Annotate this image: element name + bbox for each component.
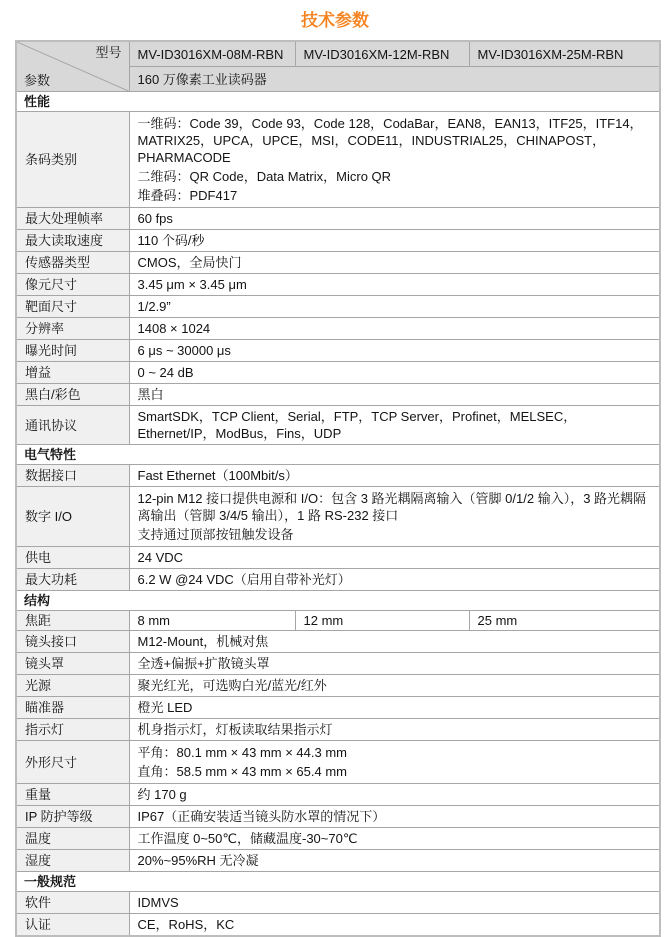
page-title: 技术参数 — [301, 11, 369, 30]
model-header-cell: MV-ID3016XM-25M-RBN — [469, 41, 660, 67]
spec-value-cell — [129, 230, 660, 252]
spec-label-cell: 通讯协议 — [16, 406, 129, 445]
table-row — [16, 741, 660, 784]
spec-value-line: 橙光 LED — [137, 700, 193, 715]
spec-value-line: 全透+偏振+扩散镜头罩 — [137, 656, 270, 671]
spec-value-cell — [129, 406, 660, 445]
corner-cell — [16, 41, 129, 92]
spec-value-cell — [129, 465, 660, 487]
table-row — [16, 208, 660, 230]
spec-value-line: 平角：80.1 mm × 43 mm × 44.3 mm — [137, 745, 348, 760]
spec-value-cell — [129, 892, 660, 914]
spec-label-cell: 供电 — [16, 547, 129, 569]
spec-value-line: 直角：58.5 mm × 43 mm × 65.4 mm — [137, 764, 348, 779]
spec-value-line: 支持通过顶部按钮触发设备 — [137, 527, 294, 542]
table-row — [16, 340, 660, 362]
section-row — [16, 591, 660, 611]
spec-value-line: 110 个码/秒 — [137, 233, 205, 248]
focal-length-cell: 25 mm — [469, 611, 660, 631]
section-row — [16, 872, 660, 892]
table-row — [16, 806, 660, 828]
table-row — [16, 487, 660, 547]
spec-value-line: IP67（正确安装适当镜头防水罩的情况下） — [137, 809, 386, 824]
spec-value-cell — [129, 653, 660, 675]
spec-label-cell: IP 防护等级 — [16, 806, 129, 828]
spec-value-line: 1/2.9” — [137, 299, 171, 314]
spec-value-line: 堆叠码：PDF417 — [137, 188, 238, 203]
spec-value-cell — [129, 631, 660, 653]
spec-label-cell: 温度 — [16, 828, 129, 850]
table-row — [16, 653, 660, 675]
spec-value-cell — [129, 208, 660, 230]
spec-label-cell: 分辨率 — [16, 318, 129, 340]
spec-value-cell — [129, 274, 660, 296]
spec-label-cell: 外形尺寸 — [16, 741, 129, 784]
table-row — [16, 362, 660, 384]
spec-value-cell — [129, 675, 660, 697]
spec-label-cell: 靶面尺寸 — [16, 296, 129, 318]
table-row — [16, 547, 660, 569]
spec-table — [15, 40, 661, 937]
table-row — [16, 296, 660, 318]
section-heading: 性能 — [16, 92, 660, 112]
table-row — [16, 406, 660, 445]
spec-value-line: 黑白 — [137, 387, 164, 402]
spec-value-cell — [129, 697, 660, 719]
spec-label-cell: 条码类别 — [16, 112, 129, 208]
spec-value-cell — [129, 384, 660, 406]
table-row — [16, 784, 660, 806]
spec-label-cell: 湿度 — [16, 850, 129, 872]
spec-value-line: 24 VDC — [137, 550, 184, 565]
corner-label-model: 型号 — [95, 45, 122, 60]
spec-value-line: Fast Ethernet（100Mbit/s） — [137, 468, 298, 483]
section-row — [16, 92, 660, 112]
spec-label-cell: 增益 — [16, 362, 129, 384]
spec-label-cell: 重量 — [16, 784, 129, 806]
table-row — [16, 274, 660, 296]
table-row — [16, 611, 660, 631]
spec-value-line: 1408 × 1024 — [137, 321, 211, 336]
spec-value-line: IDMVS — [137, 895, 179, 910]
spec-label-cell: 焦距 — [16, 611, 129, 631]
corner-label-param: 参数 — [24, 73, 51, 88]
spec-value-cell — [129, 296, 660, 318]
table-row — [16, 697, 660, 719]
spec-label-cell: 曝光时间 — [16, 340, 129, 362]
spec-label-cell: 最大功耗 — [16, 569, 129, 591]
focal-length-cell: 8 mm — [129, 611, 295, 631]
spec-value-line: 6.2 W @24 VDC（启用自带补光灯） — [137, 572, 351, 587]
spec-label-cell: 最大读取速度 — [16, 230, 129, 252]
spec-value-cell — [129, 741, 660, 784]
spec-value-cell — [129, 569, 660, 591]
spec-label-cell: 数字 I/O — [16, 487, 129, 547]
spec-value-line: 约 170 g — [137, 787, 187, 802]
spec-label-cell: 黑白/彩色 — [16, 384, 129, 406]
spec-value-cell — [129, 828, 660, 850]
table-row — [16, 828, 660, 850]
section-heading: 一般规范 — [16, 872, 660, 892]
param-summary-cell: 160 万像素工业读码器 — [129, 67, 660, 92]
section-heading: 电气特性 — [16, 445, 660, 465]
spec-value-line: 6 μs ~ 30000 μs — [137, 343, 231, 358]
table-row — [16, 719, 660, 741]
spec-value-line: M12-Mount，机械对焦 — [137, 634, 269, 649]
spec-value-cell — [129, 487, 660, 547]
spec-value-line: 20%~95%RH 无冷凝 — [137, 853, 259, 868]
spec-value-line: 3.45 μm × 3.45 μm — [137, 277, 247, 292]
spec-value-line: 60 fps — [137, 211, 173, 226]
spec-value-cell — [129, 914, 660, 937]
spec-label-cell: 传感器类型 — [16, 252, 129, 274]
table-row — [16, 914, 660, 937]
spec-value-line: 机身指示灯，灯板读取结果指示灯 — [137, 722, 333, 737]
spec-label-cell: 软件 — [16, 892, 129, 914]
spec-value-cell — [129, 806, 660, 828]
spec-value-cell — [129, 112, 660, 208]
spec-value-line: 12-pin M12 接口提供电源和 I/O：包含 3 路光耦隔离输入（管脚 0/1/2 输入），3 路光耦隔离输出（管脚 3/4/5 输出），1 路 RS-232 接口 — [137, 491, 647, 523]
spec-value-cell — [129, 719, 660, 741]
spec-label-cell: 数据接口 — [16, 465, 129, 487]
spec-value-line: 聚光红光，可选购白光/蓝光/红外 — [137, 678, 327, 693]
spec-value-line: 工作温度 0~50℃，储藏温度-30~70℃ — [137, 831, 358, 846]
spec-value-cell — [129, 784, 660, 806]
spec-label-cell: 光源 — [16, 675, 129, 697]
table-row — [16, 675, 660, 697]
model-header-cell: MV-ID3016XM-12M-RBN — [295, 41, 469, 67]
table-row — [16, 465, 660, 487]
table-row — [16, 384, 660, 406]
spec-value-line: 0 ~ 24 dB — [137, 365, 194, 380]
section-heading: 结构 — [16, 591, 660, 611]
spec-value-cell — [129, 547, 660, 569]
spec-label-cell: 最大处理帧率 — [16, 208, 129, 230]
spec-value-line: SmartSDK，TCP Client，Serial，FTP，TCP Server，Profinet，MELSEC，Ethernet/IP，ModBus，Fins，UDP — [137, 409, 577, 441]
spec-value-line: CE，RoHS，KC — [137, 917, 235, 932]
table-row — [16, 569, 660, 591]
spec-value-cell — [129, 340, 660, 362]
spec-label-cell: 像元尺寸 — [16, 274, 129, 296]
spec-label-cell: 镜头罩 — [16, 653, 129, 675]
model-header-cell: MV-ID3016XM-08M-RBN — [129, 41, 295, 67]
table-row — [16, 892, 660, 914]
spec-value-cell — [129, 362, 660, 384]
table-row — [16, 631, 660, 653]
spec-label-cell: 认证 — [16, 914, 129, 937]
table-row — [16, 252, 660, 274]
spec-value-cell — [129, 318, 660, 340]
spec-value-line: CMOS，全局快门 — [137, 255, 242, 270]
spec-label-cell: 镜头接口 — [16, 631, 129, 653]
focal-length-cell: 12 mm — [295, 611, 469, 631]
spec-value-line: 二维码：QR Code，Data Matrix，Micro QR — [137, 169, 392, 184]
table-row — [16, 112, 660, 208]
section-row — [16, 445, 660, 465]
table-row — [16, 230, 660, 252]
spec-value-cell — [129, 252, 660, 274]
table-row — [16, 318, 660, 340]
model-header-row — [16, 41, 660, 67]
spec-label-cell: 指示灯 — [16, 719, 129, 741]
spec-label-cell: 瞄准器 — [16, 697, 129, 719]
spec-value-line: 一维码：Code 39，Code 93，Code 128，CodaBar，EAN8，EAN13，ITF25，ITF14，MATRIX25，UPCA，UPCE，MSI，CODE11，INDUSTRIAL25，CHINAPOST，PHARMACODE — [137, 116, 643, 165]
